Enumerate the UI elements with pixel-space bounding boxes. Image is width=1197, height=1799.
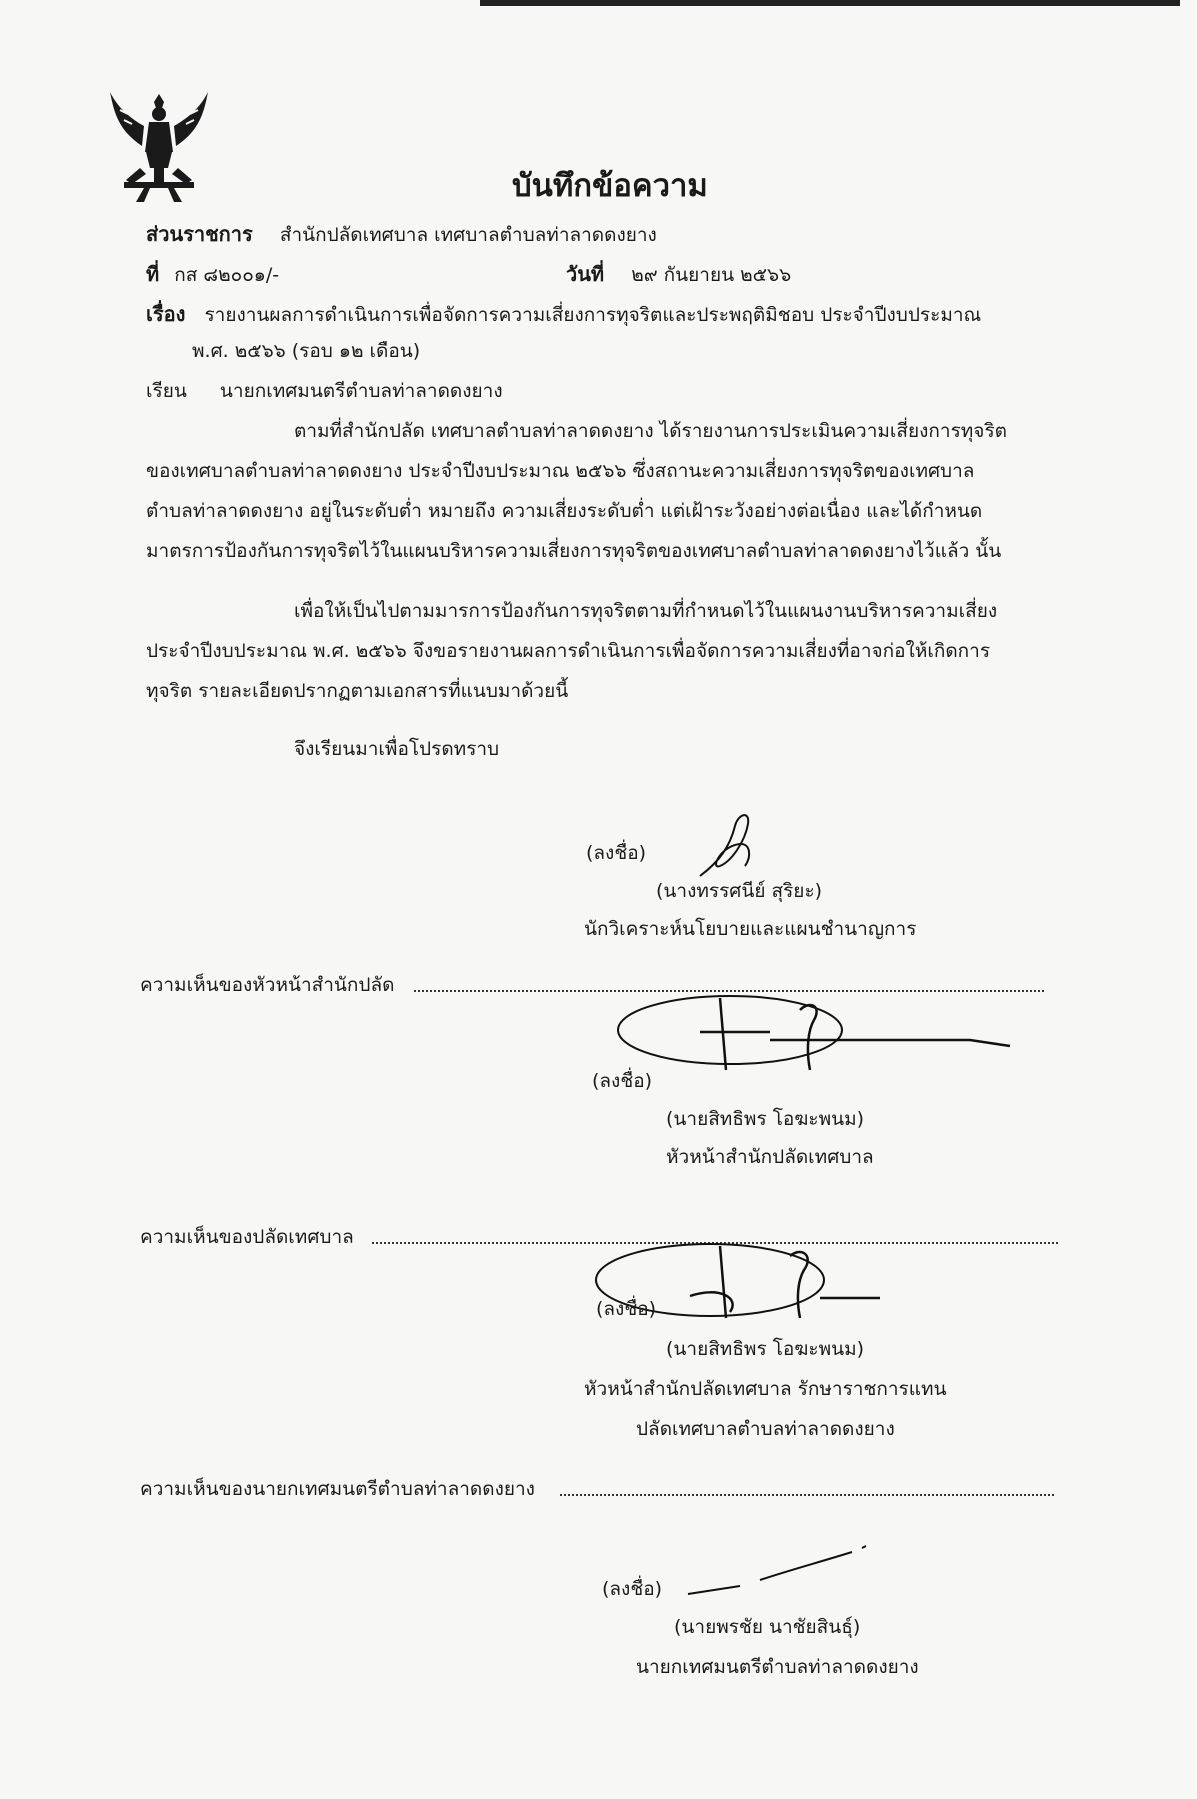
reference-label: ที่ xyxy=(146,262,160,286)
reference-row xyxy=(146,258,279,290)
signer-3-position-2: ปลัดเทศบาลตำบลท่าลาดดงยาง xyxy=(636,1418,895,1440)
signer-1-name: (นางทรรศนีย์ สุริยะ) xyxy=(656,880,823,902)
subject-row xyxy=(146,298,981,330)
opinion-3-label: ความเห็นของนายกเทศมนตรีตำบลท่าลาดดงยาง xyxy=(140,1478,535,1500)
agency-value: สำนักปลัดเทศบาล เทศบาลตำบลท่าลาดดงยาง xyxy=(279,224,657,246)
signer-3-position-1: หัวหน้าสำนักปลัดเทศบาล รักษาราชการแทน xyxy=(584,1378,947,1400)
addressee-value: นายกเทศมนตรีตำบลท่าลาดดงยาง xyxy=(219,380,503,402)
signer-3-name: (นายสิทธิพร โอฆะพนม) xyxy=(666,1338,865,1360)
sign-label: (ลงชื่อ) xyxy=(592,1070,653,1092)
signer-4-name: (นายพรชัย นาชัยสินธุ์) xyxy=(674,1616,861,1638)
reference-value: กส ๘๒๐๐๑/- xyxy=(174,264,280,286)
agency-row xyxy=(146,218,657,250)
para2-line: เพื่อให้เป็นไปตามมารการป้องกันการทุจริตตามที่กำหนดไว้ในแผนงานบริหารความเสี่ยง xyxy=(294,600,998,622)
signature-1 xyxy=(690,806,780,886)
scan-edge-bar xyxy=(480,0,1180,6)
sign-label: (ลงชื่อ) xyxy=(586,842,647,864)
date-value: ๒๙ กันยายน ๒๕๖๖ xyxy=(631,264,792,286)
signer-4-position: นายกเทศมนตรีตำบลท่าลาดดงยาง xyxy=(636,1656,919,1678)
closing-text: จึงเรียนมาเพื่อโปรดทราบ xyxy=(294,738,500,760)
date-row xyxy=(566,258,791,290)
addressee-row xyxy=(146,376,503,406)
para1-line: ตามที่สำนักปลัด เทศบาลตำบลท่าลาดดงยาง ได้รายงานการประเมินความเสี่ยงการทุจริต xyxy=(294,420,1007,442)
agency-label: ส่วนราชการ xyxy=(146,222,253,246)
para1-line: ของเทศบาลตำบลท่าลาดดงยาง ประจำปีงบประมาณ ๒๕๖๖ ซึ่งสถานะความเสี่ยงการทุจริตของเทศบาล xyxy=(146,460,975,482)
para2-line: ประจำปีงบประมาณ พ.ศ. ๒๕๖๖ จึงขอรายงานผลการดำเนินการเพื่อจัดการความเสี่ยงที่อาจก่อให้เกิดการ xyxy=(146,640,991,662)
sign-label: (ลงชื่อ) xyxy=(602,1578,663,1600)
sign-label: (ลงชื่อ) xyxy=(596,1298,657,1320)
opinion-3-dotted-line xyxy=(560,1494,1054,1496)
para1-line: มาตรการป้องกันการทุจริตไว้ในแผนบริหารความเสี่ยงการทุจริตของเทศบาลตำบลท่าลาดดงยางไว้แล้ว นั้น xyxy=(146,540,1002,562)
opinion-1-label: ความเห็นของหัวหน้าสำนักปลัด xyxy=(140,974,395,996)
subject-label: เรื่อง xyxy=(146,302,186,326)
signature-4 xyxy=(680,1540,870,1600)
opinion-2-label: ความเห็นของปลัดเทศบาล xyxy=(140,1226,354,1248)
signer-1-position: นักวิเคราะห์นโยบายและแผนชำนาญการ xyxy=(584,918,917,940)
subject-line-1: รายงานผลการดำเนินการเพื่อจัดการความเสี่ยงการทุจริตและประพฤติมิชอบ ประจำปีงบประมาณ xyxy=(204,304,982,326)
garuda-emblem-icon xyxy=(104,86,214,204)
document-title: บันทึกข้อความ xyxy=(512,168,708,204)
para1-line: ตำบลท่าลาดดงยาง อยู่ในระดับต่ำ หมายถึง ความเสี่ยงระดับต่ำ แต่เฝ้าระวังอย่างต่อเนื่อง และได้กำหนด xyxy=(146,500,983,522)
subject-line-2: พ.ศ. ๒๕๖๖ (รอบ ๑๒ เดือน) xyxy=(192,340,421,362)
addressee-label: เรียน xyxy=(146,380,187,402)
signer-2-name: (นายสิทธิพร โอฆะพนม) xyxy=(666,1108,865,1130)
signature-2 xyxy=(610,990,1030,1080)
date-label: วันที่ xyxy=(566,262,605,286)
signer-2-position: หัวหน้าสำนักปลัดเทศบาล xyxy=(666,1146,874,1168)
para2-line: ทุจริต รายละเอียดปรากฏตามเอกสารที่แนบมาด้วยนี้ xyxy=(146,680,569,702)
